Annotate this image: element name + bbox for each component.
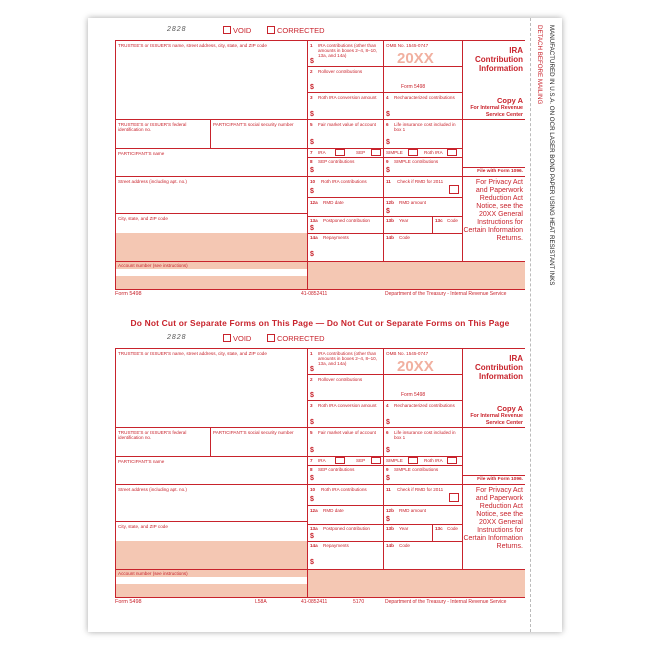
tax-year: 20XX — [397, 50, 434, 67]
box12a-label: RMD date — [323, 508, 344, 513]
trustee-id-label: TRUSTEE'S or ISSUER'S federal identification no. — [118, 122, 187, 132]
box7-roth-label: Roth IRA — [424, 150, 443, 155]
box3-label: Roth IRA conversion amount — [318, 95, 377, 100]
box7-ira-label: IRA — [318, 150, 326, 155]
box7-ira-checkbox[interactable] — [335, 457, 345, 464]
participant-name-label: PARTICIPANT'S name — [118, 151, 165, 156]
margin-text — [536, 25, 562, 625]
city-label: City, state, and ZIP code — [118, 524, 168, 529]
shade-bottom-right — [307, 261, 525, 289]
box7-sep-checkbox[interactable] — [371, 149, 381, 156]
privacy-notice: For Privacy Act and Paperwork Reduction Act Notice, see the 20XX General Instructions for Certain Information Returns. — [463, 179, 523, 242]
city-label: City, state, and ZIP code — [118, 216, 168, 221]
box7-simple-label: SIMPLE — [386, 458, 403, 463]
tax-year: 20XX — [397, 358, 434, 375]
box13a-label: Postponed contribution — [323, 218, 370, 223]
box7-roth-checkbox[interactable] — [447, 457, 457, 464]
corrected-checkbox[interactable] — [267, 26, 325, 35]
omb-number: OMB No. 1545-0747 — [386, 351, 429, 356]
box8-label: SEP contributions — [318, 467, 355, 472]
participant-ssn-label: PARTICIPANT'S social security number — [213, 122, 294, 127]
box11-checkbox[interactable] — [449, 493, 459, 502]
street-label: Street address (including apt. no.) — [118, 487, 187, 492]
copy-label: Copy A — [497, 96, 523, 105]
footer-dept: Department of the Treasury - Internal Revenue Service — [385, 599, 507, 605]
detach-note: DETACH BEFORE MAILING — [536, 25, 543, 105]
void-checkbox[interactable] — [223, 334, 251, 343]
omb-number: OMB No. 1545-0747 — [386, 43, 429, 48]
box14a-label: Repayments — [323, 543, 349, 548]
box10-label: Roth IRA contributions — [321, 487, 367, 492]
box14b-label: Code — [399, 543, 410, 548]
box13c-label: Code — [447, 526, 458, 531]
form-title: IRA Contribution Information — [475, 354, 523, 381]
copy-for: For Internal Revenue Service Center — [470, 413, 523, 426]
form-code: 2828 — [167, 334, 187, 341]
trustee-name-label: TRUSTEE'S or ISSUER'S name, street address, city, state, and ZIP code — [118, 43, 267, 48]
box14a-label: Repayments — [323, 235, 349, 240]
corrected-checkbox[interactable] — [267, 334, 325, 343]
footer-cat: 41-0852411 — [301, 291, 328, 297]
box7-roth-label: Roth IRA — [424, 458, 443, 463]
void-box-icon[interactable] — [223, 26, 231, 34]
box7-roth-checkbox[interactable] — [447, 149, 457, 156]
footer-dept: Department of the Treasury - Internal Revenue Service — [385, 291, 507, 297]
account-label: Account number (see instructions) — [118, 571, 188, 576]
box1-label: IRA contributions (other than amounts in boxes 2–4, 8–10, 13a, and 14a) — [318, 43, 377, 58]
corrected-box-icon[interactable] — [267, 26, 275, 34]
box7-sep-label: SEP — [356, 458, 366, 463]
shade-left — [115, 233, 307, 261]
manufacturer-note: MANUFACTURED IN U.S.A. ON OCR LASER BOND PAPER USING HEAT RESISTANT INKS — [548, 25, 555, 286]
form-code: 2828 — [167, 26, 187, 33]
trustee-name-label: TRUSTEE'S or ISSUER'S name, street address, city, state, and ZIP code — [118, 351, 267, 356]
box4-label: Recharacterized contributions — [394, 95, 455, 100]
file-with: File with Form 1096. — [477, 169, 523, 174]
void-checkbox[interactable] — [223, 26, 251, 35]
corrected-label: CORRECTED — [277, 26, 325, 35]
box4-label: Recharacterized contributions — [394, 403, 455, 408]
shade-bottom-right — [307, 569, 525, 597]
box13b-label: Year — [399, 218, 409, 223]
cut-notice: Do Not Cut or Separate Forms on This Page — Do Not Cut or Separate Forms on This Page — [130, 318, 510, 328]
void-label: VOID — [233, 334, 252, 343]
box3-label: Roth IRA conversion amount — [318, 403, 377, 408]
shade-left — [115, 541, 307, 569]
box6-label: Life insurance cost included in box 1 — [394, 430, 456, 440]
participant-name-label: PARTICIPANT'S name — [118, 459, 165, 464]
box12b-label: RMD amount — [399, 200, 427, 205]
box5-label: Fair market value of account — [318, 122, 376, 127]
shade-bottom-left — [115, 584, 307, 597]
form-5498-top: 2828 VOID CORRECTED TRUSTEE'S or ISSUER'S name, street address, city, state, and ZIP code TRUSTEE'S or ISSUER'S federal identification no. PARTICIPANT'S social security number PARTICIPANT'S name Street address (including apt. no.) City, state, and ZIP code Account number (see instructions) 1 IRA contributions (other than amounts in boxes 2–4, 8–10, 13a, and 14a) $ 2 Rollover contributions $ 3 Roth IRA conversion amount $ 4 Recharacterized contributions $ 5 Fair market value of account $ 6 Life insurance cost included in box 1 $ 7 IRA SEP SIMPLE Roth IRA 8 SEP contributions $ 9 SIMPLE contributions $ 10 Roth IRA contributions $ 11 Check if RMD for 2011 12a RMD date 12b RMD amount $ 13a Postponed contribution $ 13b Year 13c Code 14a Repayments $ 14b Code OMB No. 1545-0747 20XX Form 5498 IRA Contribution Information Copy A For Internal Revenue Service Center File with Form 1096. For Privacy Act and Paperwork Reduction Act Notice, see the 20XX General Instructions for Certain Information Returns. Form 5498 41-0852411 Department of the Treasury - Internal Revenue Service — [115, 26, 523, 297]
box7-ira-checkbox[interactable] — [335, 149, 345, 156]
copy-for: For Internal Revenue Service Center — [470, 105, 523, 118]
form-number: Form 5498 — [401, 84, 426, 90]
box2-label: Rollover contributions — [318, 377, 363, 382]
box8-label: SEP contributions — [318, 159, 355, 164]
box6-label: Life insurance cost included in box 1 — [394, 122, 456, 132]
box10-label: Roth IRA contributions — [321, 179, 367, 184]
footer-num: 5170 — [353, 599, 365, 605]
corrected-box-icon[interactable] — [267, 334, 275, 342]
box1-label: IRA contributions (other than amounts in boxes 2–4, 8–10, 13a, and 14a) — [318, 351, 377, 366]
box7-simple-checkbox[interactable] — [408, 457, 418, 464]
footer-part: L58A — [255, 599, 267, 605]
account-label: Account number (see instructions) — [118, 263, 188, 268]
box2-label: Rollover contributions — [318, 69, 363, 74]
void-box-icon[interactable] — [223, 334, 231, 342]
participant-ssn-label: PARTICIPANT'S social security number — [213, 430, 294, 435]
box13a-label: Postponed contribution — [323, 526, 370, 531]
void-label: VOID — [233, 26, 252, 35]
form-5498-bottom: 2828 VOID CORRECTED TRUSTEE'S or ISSUER'S name, street address, city, state, and ZIP code TRUSTEE'S or ISSUER'S federal identification no. PARTICIPANT'S social security number PARTICIPANT'S name Street address (including apt. no.) City, state, and ZIP code Account number (see instructions) 1 IRA contributions (other than amounts in boxes 2–4, 8–10, 13a, and 14a) $ 2 Rollover contributions $ 3 Roth IRA conversion amount $ 4 Recharacterized contributions $ 5 Fair market value of account $ 6 Life insurance cost included in box 1 $ 7 IRA SEP SIMPLE Roth IRA 8 SEP contributions $ 9 SIMPLE contributions $ 10 Roth IRA contributions $ 11 Check if RMD for 2011 12a RMD date 12b RMD amount $ 13a Postponed contribution $ 13b Year 13c Code 14a Repayments $ 14b Code OMB No. 1545-0747 20XX Form 5498 IRA Contribution Information Copy A For Internal Revenue Service Center File with Form 1096. For Privacy Act and Paperwork Reduction Act Notice, see the 20XX General Instructions for Certain Information Returns. Form 5498 L58A 41-0852411 5170 Department of the Treasury - Internal Revenue Service — [115, 334, 523, 605]
box13c-label: Code — [447, 218, 458, 223]
corrected-label: CORRECTED — [277, 334, 325, 343]
box13b-label: Year — [399, 526, 409, 531]
box11-label: Check if RMD for 2011 — [397, 179, 444, 184]
box7-simple-label: SIMPLE — [386, 150, 403, 155]
footer-form: Form 5498 — [115, 291, 142, 297]
box7-ira-label: IRA — [318, 458, 326, 463]
box5-label: Fair market value of account — [318, 430, 376, 435]
street-label: Street address (including apt. no.) — [118, 179, 187, 184]
form-number: Form 5498 — [401, 392, 426, 398]
box12a-label: RMD date — [323, 200, 344, 205]
box7-simple-checkbox[interactable] — [408, 149, 418, 156]
box7-sep-label: SEP — [356, 150, 366, 155]
box11-checkbox[interactable] — [449, 185, 459, 194]
privacy-notice: For Privacy Act and Paperwork Reduction Act Notice, see the 20XX General Instructions for Certain Information Returns. — [463, 487, 523, 550]
box9-label: SIMPLE contributions — [394, 467, 439, 472]
shade-bottom-left — [115, 276, 307, 289]
footer-form: Form 5498 — [115, 599, 142, 605]
box12b-label: RMD amount — [399, 508, 427, 513]
form-title: IRA Contribution Information — [475, 46, 523, 73]
copy-label: Copy A — [497, 404, 523, 413]
perforation-line — [530, 18, 531, 632]
box14b-label: Code — [399, 235, 410, 240]
box11-label: Check if RMD for 2011 — [397, 487, 444, 492]
trustee-id-label: TRUSTEE'S or ISSUER'S federal identification no. — [118, 430, 187, 440]
file-with: File with Form 1096. — [477, 477, 523, 482]
box9-label: SIMPLE contributions — [394, 159, 439, 164]
footer-cat: 41-0852411 — [301, 599, 328, 605]
box7-sep-checkbox[interactable] — [371, 457, 381, 464]
